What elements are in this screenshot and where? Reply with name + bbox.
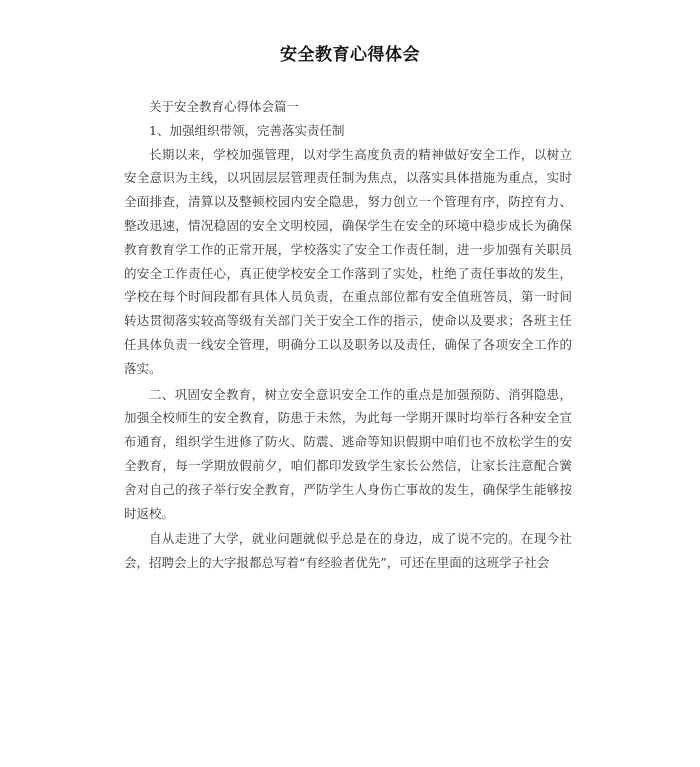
document-title: 安全教育心得体会 <box>280 45 420 65</box>
document-body <box>124 95 572 575</box>
subsection-heading: 1、加强组织带领，完善落实责任制 <box>149 122 345 138</box>
paragraph: 长期以来，学校加强管理，以对学生高度负责的精神做好安全工作，以树立安全意识为主线，以巩固层层管理责任制为焦点，以落实具体措施为重点，实时全面排查，清算以及整顿校园内安全隐患，努力创立一个管理有序，防控有力、整改迅速，情况稳固的安全文明校园，确保学生在安全的环境中稳步成长为确保教育教育学工作的正常开展，学校落实了安全工作责任制，进一步加强有关职员的安全工作责任心，真正使学校安全工作落到了实处，杜绝了责任事故的发生，学校在每个时间段都有具体人员负责，在重点部位都有安全值班答员，第一时间转达贯彻落实较高等级有关部门关于安全工作的指示，使命以及要求；各班主任任具体负责一线安全管理，明确分工以及职务以及责任，确保了各项安全工作的落实。 <box>124 146 572 376</box>
section-heading: 关于安全教育心得体会篇一 <box>149 99 300 114</box>
paragraph: 自从走进了大学，就业问题就似乎总是在的身边，成了说不完的。在现今社会，招聘会上的大字报都总写着“有经验者优先”，可还在里面的这班学子社会 <box>124 531 572 571</box>
paragraph: 二、巩固安全教育，树立安全意识安全工作的重点是加强预防、消弭隐患，加强全校师生的安全教育，防患于未然，为此每一学期开课时均举行各种安全宣布通育，组织学生进修了防火、防震、逃命等知识假期中咱们也不放松学生的安全教育，每一学期放假前夕，咱们都印发致学生家长公然信，让家长注意配合黉舍对自己的孩子举行安全教育，严防学生人身伤亡事故的发生，确保学生能够按时返校。 <box>124 386 572 521</box>
